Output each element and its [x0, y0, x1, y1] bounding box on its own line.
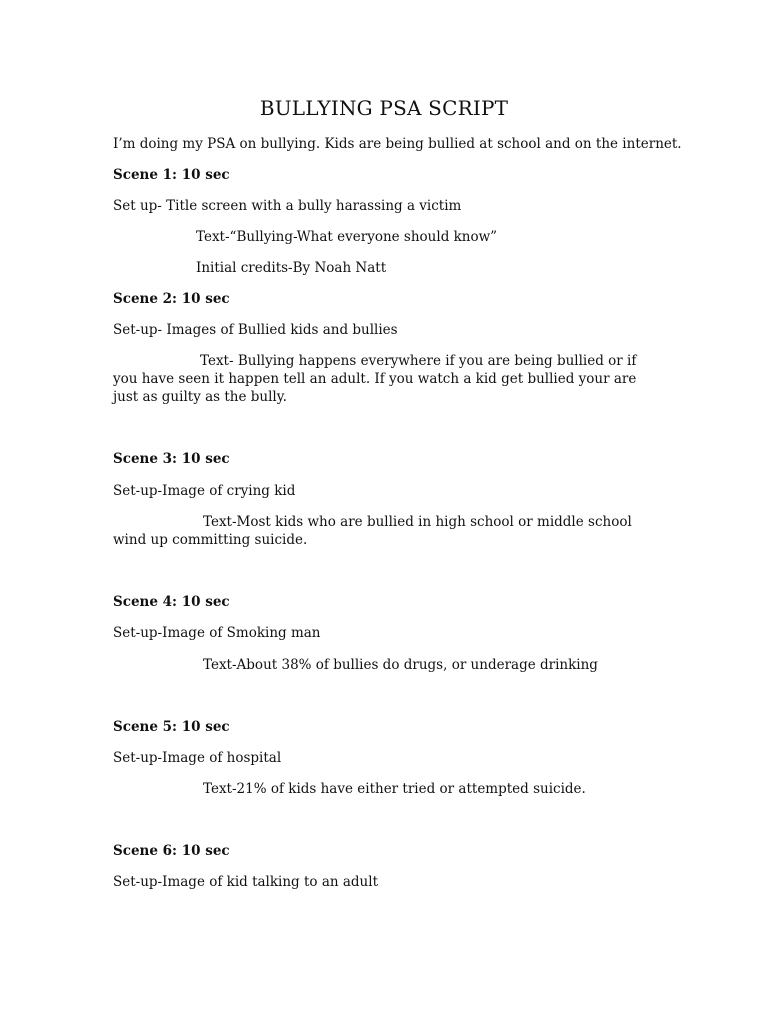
scene-3-setup: Set-up-Image of crying kid — [113, 483, 296, 499]
scene-6-heading: Scene 6: 10 sec — [113, 843, 230, 859]
scene-2-setup: Set-up- Images of Bullied kids and bullies — [113, 322, 398, 338]
scene-4-text: Text-About 38% of bullies do drugs, or underage drinking — [203, 657, 598, 673]
scene-6-setup: Set-up-Image of kid talking to an adult — [113, 874, 378, 890]
scene-2-heading: Scene 2: 10 sec — [113, 291, 230, 307]
scene-1-heading: Scene 1: 10 sec — [113, 167, 230, 183]
scene-1-text: Text-“Bullying-What everyone should know” — [196, 229, 498, 245]
scene-2-text: Text- Bullying happens everywhere if you are being bullied or if you have seen it happen tell an adult. If you watch a kid get bullied your are just as guilty as the bully. — [113, 353, 637, 405]
scene-5-text: Text-21% of kids have either tried or attempted suicide. — [203, 781, 586, 797]
scene-4-heading: Scene 4: 10 sec — [113, 594, 230, 610]
scene-5-setup: Set-up-Image of hospital — [113, 750, 282, 766]
intro-text: I’m doing my PSA on bullying. Kids are being bullied at school and on the internet. — [113, 136, 682, 152]
document-title: BULLYING PSA SCRIPT — [259, 96, 509, 120]
scene-3-text: Text-Most kids who are bullied in high school or middle school wind up committing suicide. — [113, 514, 632, 548]
scene-1-credits: Initial credits-By Noah Natt — [196, 260, 387, 276]
scene-1-setup: Set up- Title screen with a bully harassing a victim — [113, 198, 462, 214]
scene-5-heading: Scene 5: 10 sec — [113, 719, 230, 735]
scene-3-heading: Scene 3: 10 sec — [113, 451, 230, 467]
scene-4-setup: Set-up-Image of Smoking man — [113, 625, 321, 641]
